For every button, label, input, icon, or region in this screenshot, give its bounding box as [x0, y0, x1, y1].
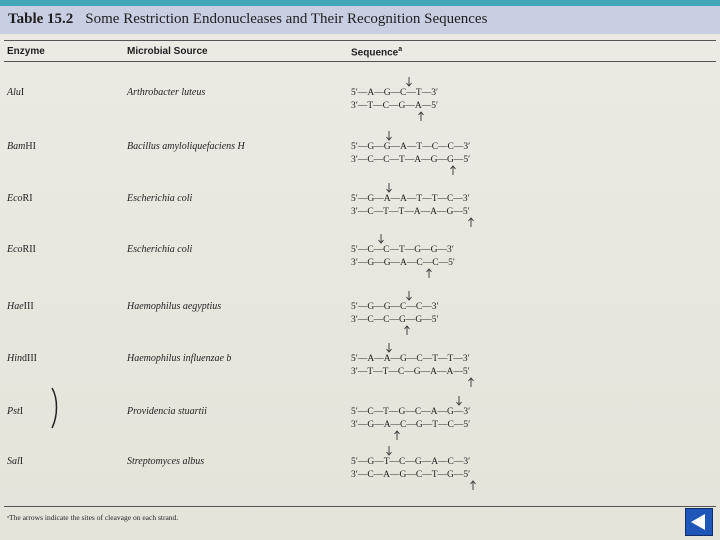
enzyme-name-italic: Bam — [7, 141, 26, 152]
enzyme-name-italic: Hae — [7, 301, 24, 312]
enzyme-name-italic: Pst — [7, 406, 20, 417]
cleavage-arrow-up — [451, 166, 456, 175]
cleavage-arrow-up — [469, 378, 474, 387]
sequence-top-strand: 5′—G—G—A—T—C—C—3′ — [351, 142, 471, 152]
enzyme-name-suffix: RI — [22, 193, 33, 204]
sequence-bottom-strand: 3′—C—A—G—C—T—G—5′ — [351, 470, 471, 480]
cleavage-arrow-up — [427, 269, 432, 278]
sequence-top-strand: 5′—C—C—T—G—G—3′ — [351, 245, 454, 255]
enzyme-name-suffix: I — [19, 406, 24, 417]
cleavage-arrow-down — [387, 446, 392, 455]
enzyme-name-italic: Eco — [7, 193, 23, 204]
header-bottom-rule — [4, 61, 716, 62]
table-bottom-rule — [4, 506, 716, 507]
back-navigation-button[interactable] — [685, 508, 713, 536]
cleavage-arrow-up — [405, 326, 410, 335]
enzyme-name — [7, 193, 33, 204]
enzyme-name-suffix: I — [20, 87, 25, 98]
cleavage-arrow-up — [471, 481, 476, 490]
sequence-top-strand: 5′—A—A—G—C—T—T—3′ — [351, 354, 470, 364]
microbial-source: Streptomyces albus — [127, 456, 205, 467]
table-page — [0, 6, 720, 540]
sequence-bottom-strand: 3′—C—C—T—A—G—G—5′ — [351, 155, 471, 165]
sequence-bottom-strand: 3′—T—C—G—A—5′ — [351, 101, 439, 111]
cleavage-arrows — [351, 75, 551, 119]
header-sequence — [351, 46, 402, 58]
cleavage-arrow-up — [395, 431, 400, 440]
enzyme-name-italic: Hin — [7, 353, 22, 364]
enzyme-name-italic: Eco — [7, 244, 23, 255]
header-sequence-footnote-mark: a — [398, 46, 403, 53]
table-title — [8, 11, 487, 28]
sequence-top-strand: 5′—G—G—C—C—3′ — [351, 302, 439, 312]
enzyme-name-italic: Sal — [7, 456, 20, 467]
handwritten-bracket — [48, 386, 62, 430]
enzyme-name — [7, 353, 37, 364]
title-band — [0, 6, 720, 34]
table-row — [0, 454, 720, 510]
header-top-rule — [4, 40, 716, 41]
header-enzyme: Enzyme — [7, 46, 45, 57]
enzyme-name — [7, 141, 36, 152]
enzyme-name — [7, 406, 23, 417]
header-source: Microbial Source — [127, 46, 208, 57]
enzyme-name — [7, 244, 36, 255]
sequence-bottom-strand: 3′—C—C—G—G—5′ — [351, 315, 439, 325]
back-arrow-icon — [689, 512, 709, 532]
cleavage-arrow-up — [469, 218, 474, 227]
enzyme-name — [7, 456, 23, 467]
cleavage-arrow-down — [387, 183, 392, 192]
sequence-top-strand: 5′—C—T—G—C—A—G—3′ — [351, 407, 471, 417]
microbial-source: Escherichia coli — [127, 244, 193, 255]
cleavage-arrows — [351, 341, 551, 385]
enzyme-name-suffix: HI — [25, 141, 36, 152]
cleavage-arrow-down — [387, 343, 392, 352]
cleavage-arrow-up — [419, 112, 424, 121]
enzyme-name-suffix: III — [23, 301, 34, 312]
sequence-bottom-strand: 3′—C—T—T—A—A—G—5′ — [351, 207, 470, 217]
sequence-top-strand: 5′—A—G—C—T—3′ — [351, 88, 439, 98]
cleavage-arrows — [351, 181, 551, 225]
enzyme-name — [7, 87, 24, 98]
header-sequence-label: Sequence — [351, 47, 399, 59]
table-caption: Some Restriction Endonucleases and Their Recognition Sequences — [85, 11, 488, 27]
cleavage-arrow-down — [457, 396, 462, 405]
footnote: ᵃThe arrows indicate the sites of cleavage on each strand. — [7, 513, 179, 522]
cleavage-arrow-down — [407, 291, 412, 300]
enzyme-name-italic: Alu — [7, 87, 21, 98]
cleavage-arrows — [351, 394, 551, 438]
cleavage-arrows — [351, 232, 551, 276]
microbial-source: Haemophilus aegyptius — [127, 301, 222, 312]
microbial-source: Escherichia coli — [127, 193, 193, 204]
sequence-bottom-strand: 3′—T—T—C—G—A—A—5′ — [351, 367, 470, 377]
cleavage-arrows — [351, 289, 551, 333]
enzyme-name-suffix: dIII — [22, 353, 37, 364]
cleavage-arrows — [351, 444, 551, 488]
enzyme-name-suffix: I — [19, 456, 24, 467]
sequence-top-strand: 5′—G—A—A—T—T—C—3′ — [351, 194, 470, 204]
sequence-top-strand: 5′—G—T—C—G—A—C—3′ — [351, 457, 471, 467]
table-number: Table 15.2 — [8, 11, 74, 27]
microbial-source: Haemophilus influenzae b — [127, 353, 232, 364]
cleavage-arrow-down — [379, 234, 384, 243]
microbial-source: Bacillus amyloliquefaciens H — [127, 141, 245, 152]
cleavage-arrow-down — [387, 131, 392, 140]
enzyme-name-suffix: RII — [22, 244, 36, 255]
cleavage-arrow-down — [407, 77, 412, 86]
microbial-source: Arthrobacter luteus — [127, 87, 206, 98]
sequence-bottom-strand: 3′—G—A—C—G—T—C—5′ — [351, 420, 471, 430]
sequence-bottom-strand: 3′—G—G—A—C—C—5′ — [351, 258, 455, 268]
cleavage-arrows — [351, 129, 551, 173]
enzyme-name — [7, 301, 34, 312]
microbial-source: Providencia stuartii — [127, 406, 207, 417]
